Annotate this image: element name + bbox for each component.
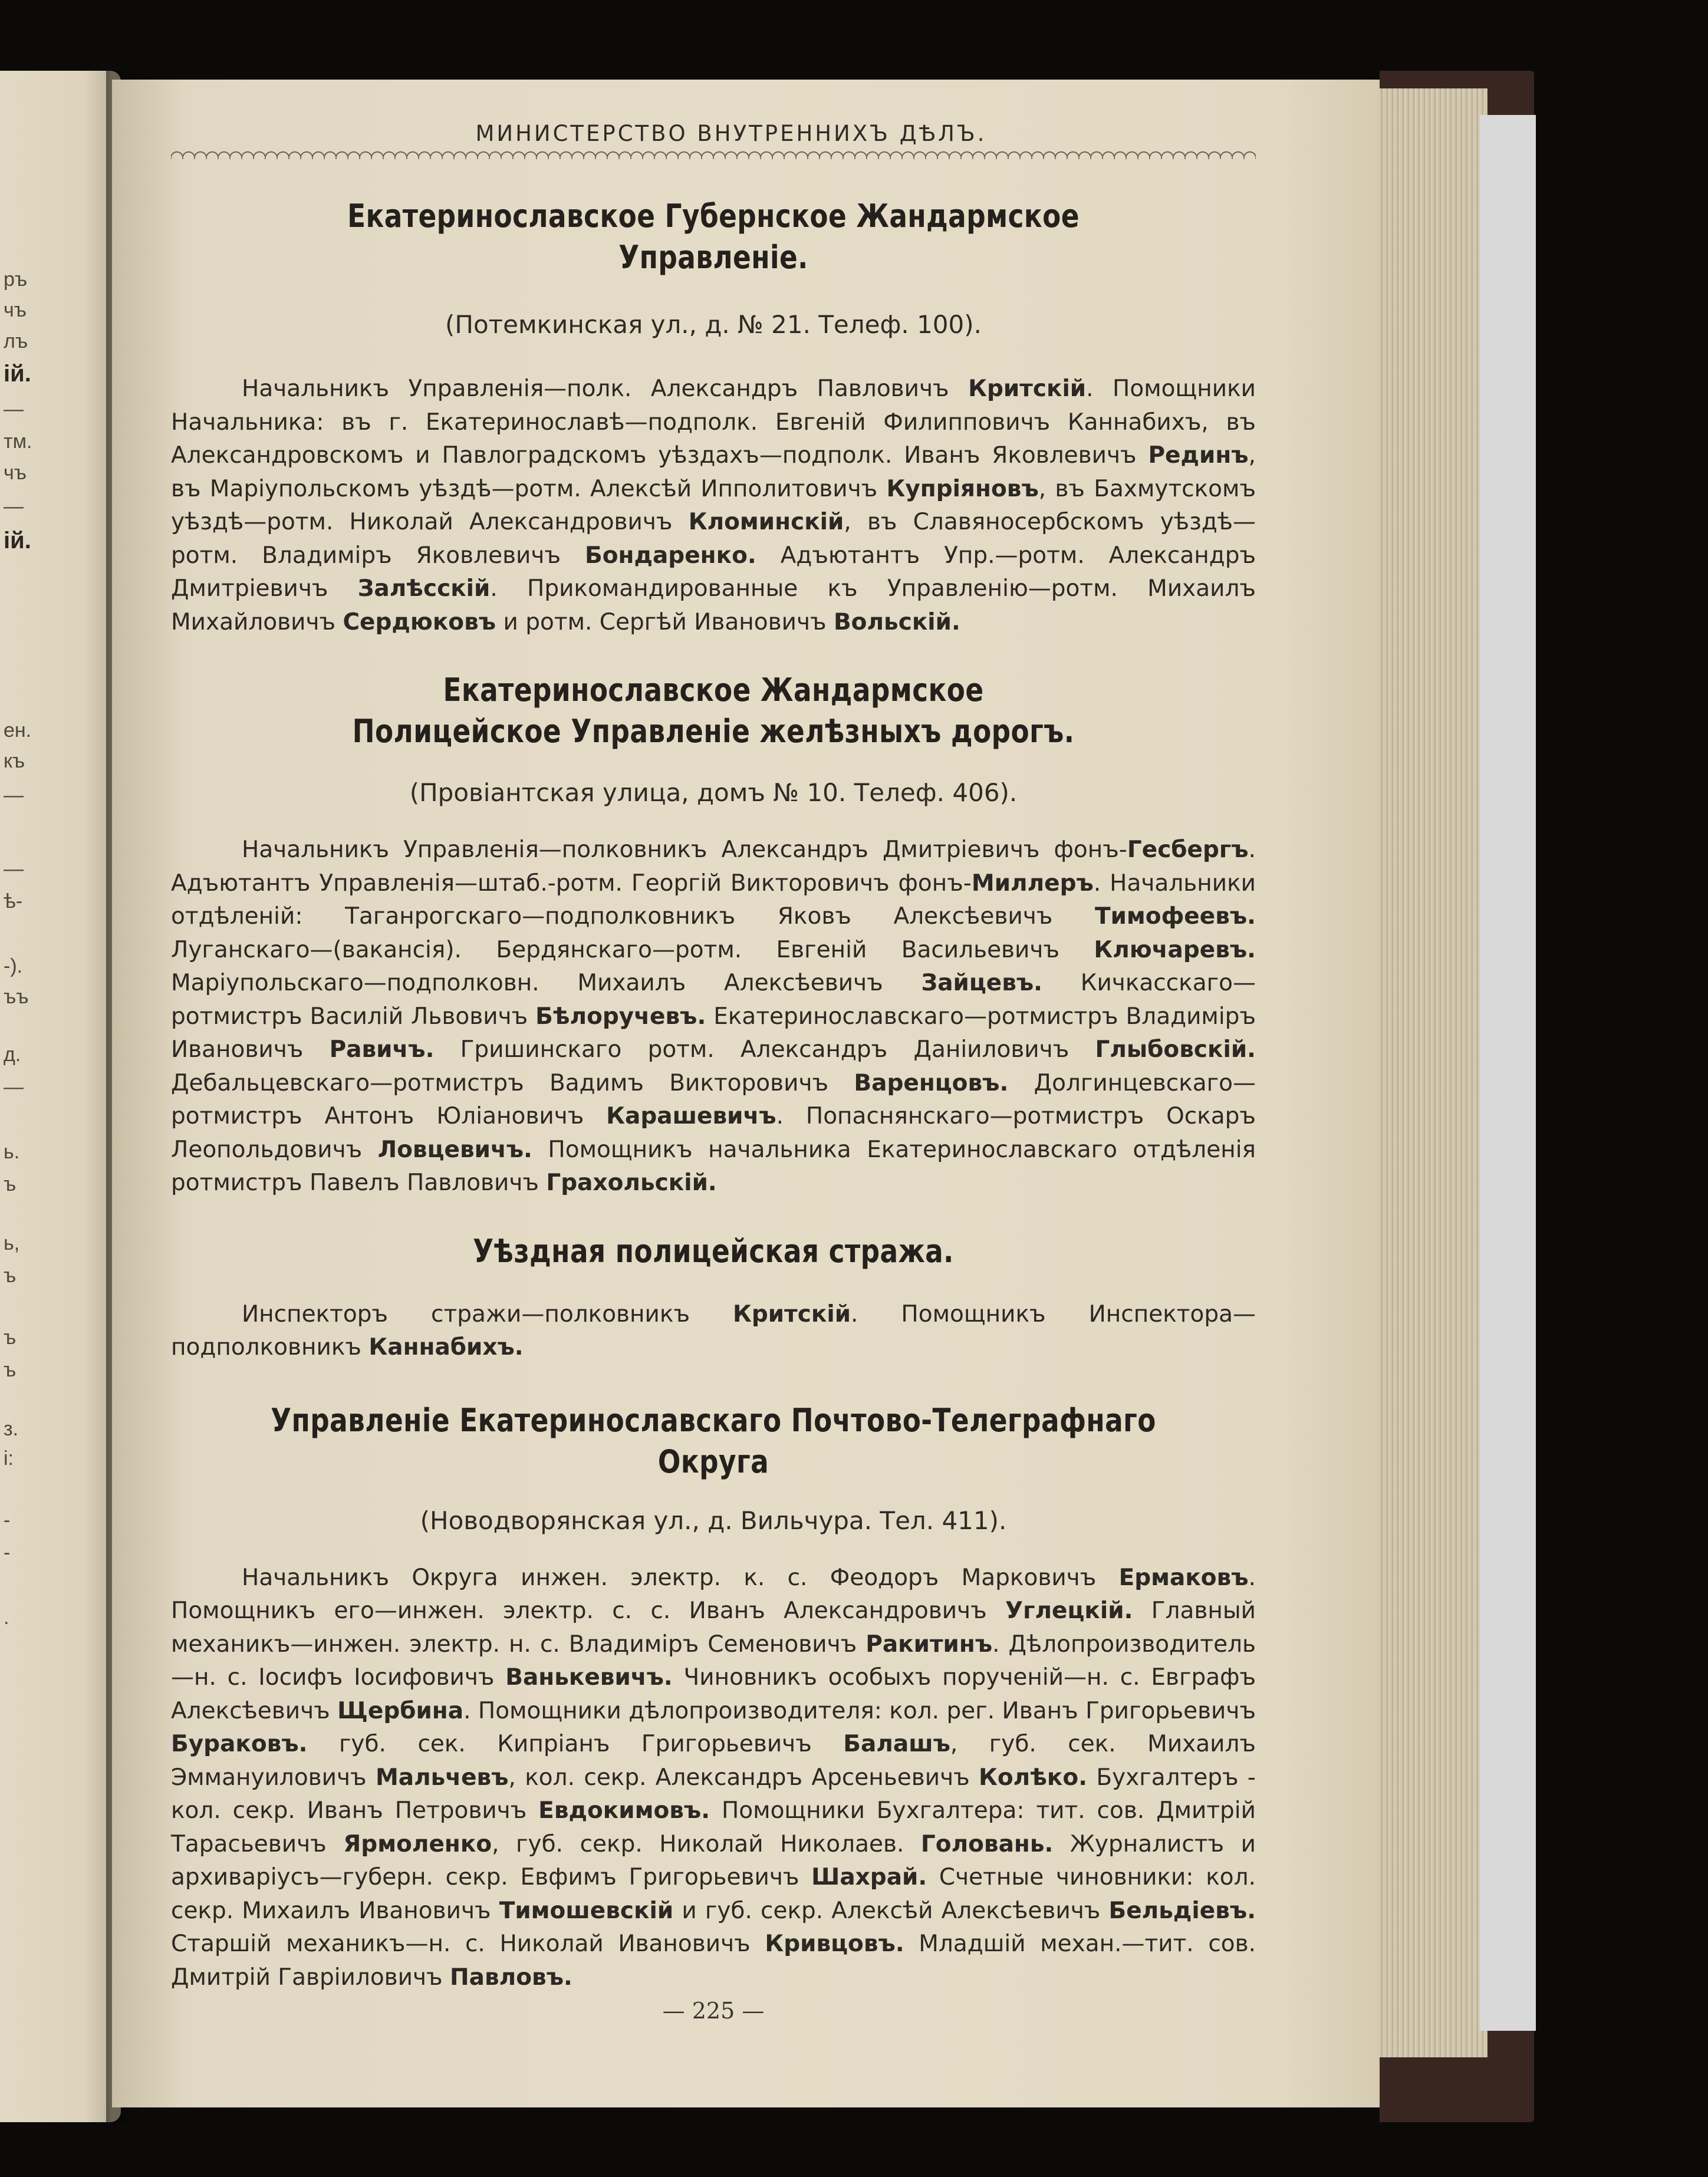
left-page-text-fragment: ій. [4,361,31,387]
text-run: Гришинскаго ротм. Александръ Даніиловичъ [434,1036,1095,1063]
text-run: и губ. секр. Алексѣй Алексѣевичъ [673,1897,1109,1924]
person-surname: Ракитинъ [865,1631,993,1658]
text-run: Екатеринославскаго—ротмистръ Владиміръ Ивановичъ [171,1003,1256,1063]
text-run: . Адъютантъ Управленія—штаб.-ротм. Георгій Викторовичъ фонъ- [171,836,1256,897]
text-run: , кол. секр. Александръ Арсеньевичъ [508,1764,979,1791]
person-surname: Залѣсскій [357,575,491,602]
text-run: Луганскаго—(вакансія). Бердянскаго—ротм. Евгеній Васильевичъ [171,936,1094,963]
person-surname: Каннабихъ. [368,1334,524,1361]
left-page-text-fragment: къ [4,750,25,772]
section-title: Екатеринославское Губернское Жандармское Управленіе. [347,197,1080,276]
text-run: , въ Славяносербскомъ уѣздѣ—ротм. Владиміръ Яковлевичъ [171,509,1256,569]
text-run: , въ Маріупольскомъ уѣздѣ—ротм. Алексѣй Ипполитовичъ [171,442,1256,502]
person-surname: Ванькевичъ. [505,1664,673,1691]
person-surname: Варенцовъ. [854,1069,1009,1096]
left-page-text-fragment: ъ [4,1326,17,1349]
text-run: Долгинцевскаго—ротмистръ Антонъ Юліановичъ [171,1069,1256,1129]
left-page-text-fragment: ръ [4,268,28,291]
person-surname: Тимошевскій [499,1897,674,1924]
left-page-text-fragment: чъ [4,299,27,321]
running-head: МИНИСТЕРСТВО ВНУТРЕННИХЪ ДѢЛЪ. [475,121,987,146]
left-page-text-fragment: і: [4,1447,14,1470]
person-surname: Павловъ. [450,1964,572,1991]
text-run: Помощники Бухгалтера: тит. сов. Дмитрій Тарасьевичъ [171,1797,1256,1857]
person-surname: Щербина [337,1697,464,1724]
left-page-text-fragment: ъъ [4,986,29,1008]
left-page-text-fragment: - [4,1542,11,1564]
text-run: , въ Бахмутскомъ уѣздѣ—ротм. Николай Александровичъ [171,475,1256,535]
person-surname: Вольскій. [833,608,960,635]
text-run: . Попаснянскаго—ротмистръ Оскаръ Леопольдовичъ [171,1103,1256,1163]
text-run: Старшій механикъ—н. с. Николай Ивановичъ [171,1931,765,1957]
person-surname: Критскій [968,376,1087,402]
text-run: Адъютантъ Упр.—ротм. Александръ Дмитріевичъ [171,542,1256,602]
person-surname: Бураковъ. [171,1731,308,1757]
text-run: . Помощники дѣлопроизводителя: кол. рег. Иванъ Григорьевичъ [463,1697,1256,1724]
text-run: Дебальцевскаго—ротмистръ Вадимъ Викторовичъ [171,1069,854,1096]
left-page-text-fragment: чъ [4,462,27,484]
person-surname: Миллеръ [971,870,1094,897]
person-surname: Колѣко. [979,1764,1088,1791]
person-surname: Тимофеевъ. [1095,903,1256,930]
left-page-text-fragment: - [4,1509,11,1532]
text-run: Счетные чиновники: кол. секр. Михаилъ Ивановичъ [171,1864,1256,1924]
section-paragraph [171,1562,1256,1995]
section-gendarme-railway [171,670,1256,1200]
left-page-text-fragment: ій. [4,528,31,554]
person-surname: Бельдіевъ. [1108,1897,1256,1924]
person-surname: Гесбергъ [1127,836,1249,863]
text-run: , губ. секр. Николай Николаев. [492,1830,921,1857]
left-page-text-fragment: ъ [4,1359,17,1381]
text-run: Маріупольскаго—подполковн. Михаилъ Алексѣевичъ [171,970,922,996]
ornamental-rule [171,150,1256,159]
person-surname: Ярмоленко [343,1830,492,1857]
person-surname: Бѣлоручевъ. [535,1003,706,1030]
text-run: Младшій механ.—тит. сов. Дмитрій Гавріиловичъ [171,1931,1256,1991]
text-run: губ. сек. Кипріанъ Григорьевичъ [307,1731,844,1757]
text-run: Помощникъ начальника Екатеринославскаго отдѣленія ротмистръ Павелъ Павловичъ [171,1136,1256,1196]
left-page-text-fragment: — [4,398,24,420]
person-surname: Ермаковъ [1118,1564,1249,1591]
person-surname: Кривцовъ. [765,1931,904,1957]
text-run: Чиновникъ особыхъ порученій—н. с. Евграфъ Алексѣевичъ [171,1664,1256,1724]
person-surname: Головань. [920,1830,1054,1857]
text-run: и ротм. Сергѣй Ивановичъ [496,608,834,635]
text-run: . Помощникъ Инспектора—подполковникъ [171,1300,1256,1361]
left-page-text-fragment: ъ [4,1264,17,1287]
person-surname: Карашевичъ [606,1103,776,1129]
section-title: Управленіе Екатеринославскаго Почтово-Телеграфнаго Округа [271,1401,1156,1480]
text-run: . Помощники Начальника: въ г. Екатеринославѣ—подполк. Евгеній Филипповичъ Каннабихъ, въ Александровскомъ и Павлоградскомъ уѣздахъ—подполк. Иванъ Яковлевичъ [171,376,1256,469]
left-page-text-fragment: ъ [4,1173,17,1195]
section-title: Уѣздная полицейская стража. [473,1232,954,1270]
page-content [171,121,1256,2024]
person-surname: Купріяновъ [886,475,1039,502]
section-paragraph [171,1298,1256,1365]
text-run: Начальникъ Управленія—полковникъ Александръ Дмитріевичъ фонъ- [242,836,1127,863]
person-surname: Углецкій. [1005,1598,1133,1624]
left-page-text-fragment: ь. [4,1141,20,1163]
section-title: Екатеринославское Жандармское Полицейское Управленіе желѣзныхъ дорогъ. [352,671,1075,750]
section-district-guard [171,1231,1256,1365]
person-surname: Критскій [733,1300,851,1328]
text-run: . Дѣлопроизводитель—н. с. Іосифъ Іосифовичъ [171,1631,1256,1691]
person-surname: Зайцевъ. [921,970,1042,996]
left-page-text-fragment: — [4,1076,24,1098]
person-surname: Евдокимовъ. [538,1797,710,1824]
left-page-text-fragment: — [4,495,24,518]
person-surname: Бондаренко. [585,542,756,569]
cover-board [1480,115,1536,2031]
text-run: , губ. сек. Михаилъ Эммануиловичъ [171,1731,1256,1791]
text-run: Кичкасскаго—ротмистръ Василій Львовичъ [171,970,1256,1030]
right-page [112,80,1380,2107]
left-page-edge [0,71,121,2122]
left-page-text-fragment: тм. [4,430,32,453]
page-number: — 225 — [662,1998,765,2024]
person-surname: Ключаревъ. [1094,936,1256,963]
left-page-text-fragment: ен. [4,719,32,742]
left-page-text-fragment: — [4,858,24,880]
text-run: . Помощникъ его—инжен. электр. с. с. Иванъ Александровичъ [171,1564,1256,1624]
section-address: (Провіантская улица, домъ № 10. Телеф. 406). [409,778,1018,807]
left-page-text-fragment: -). [4,955,23,977]
person-surname: Шахрай. [811,1864,927,1891]
text-run: Начальникъ Управленія—полк. Александръ Павловичъ [242,376,969,402]
text-run: . Прикомандированные къ Управленію—ротм. Михаилъ Михайловичъ [171,575,1256,635]
text-run: Журналистъ и архиваріусъ—губерн. секр. Евфимъ Григорьевичъ [171,1830,1256,1891]
left-page-text-fragment: ь, [4,1232,20,1254]
person-surname: Равичъ. [329,1036,435,1063]
left-page-text-fragment: з. [4,1418,19,1440]
person-surname: Глыбовскій. [1095,1036,1256,1063]
section-address: (Потемкинская ул., д. № 21. Телеф. 100). [445,310,982,339]
left-page-text-fragment: д. [4,1043,21,1066]
left-page-text-fragment: ѣ- [4,890,23,913]
section-gendarme-gubernia [171,196,1256,639]
person-surname: Грахольскій. [546,1170,717,1196]
text-run: Инспекторъ стражи—полковникъ [242,1300,733,1328]
section-paragraph [171,834,1256,1200]
text-run: Главный механикъ—инжен. электр. н. с. Владиміръ Семеновичъ [171,1598,1256,1658]
person-surname: Кломинскій [688,509,844,535]
left-page-text-fragment: лъ [4,330,28,353]
text-run: . Начальники отдѣленій: Таганрогскаго—подполковникъ Яковъ Алексѣевичъ [171,870,1256,930]
person-surname: Сердюковъ [343,608,496,635]
section-address: (Новодворянская ул., д. Вильчура. Тел. 411). [420,1506,1007,1535]
text-run: Начальникъ Округа инжен. электр. к. с. Феодоръ Марковичъ [242,1564,1119,1591]
person-surname: Мальчевъ [375,1764,509,1791]
person-surname: Ловцевичъ. [377,1136,532,1163]
left-page-text-fragment: . [4,1606,9,1629]
section-paragraph [171,373,1256,639]
person-surname: Рединъ [1148,442,1249,469]
text-run: Бухгалтеръ - кол. секр. Иванъ Петровичъ [171,1764,1256,1824]
left-page-text-fragment: — [4,784,24,806]
person-surname: Балашъ [843,1731,950,1757]
section-postal-telegraph [171,1400,1256,1995]
